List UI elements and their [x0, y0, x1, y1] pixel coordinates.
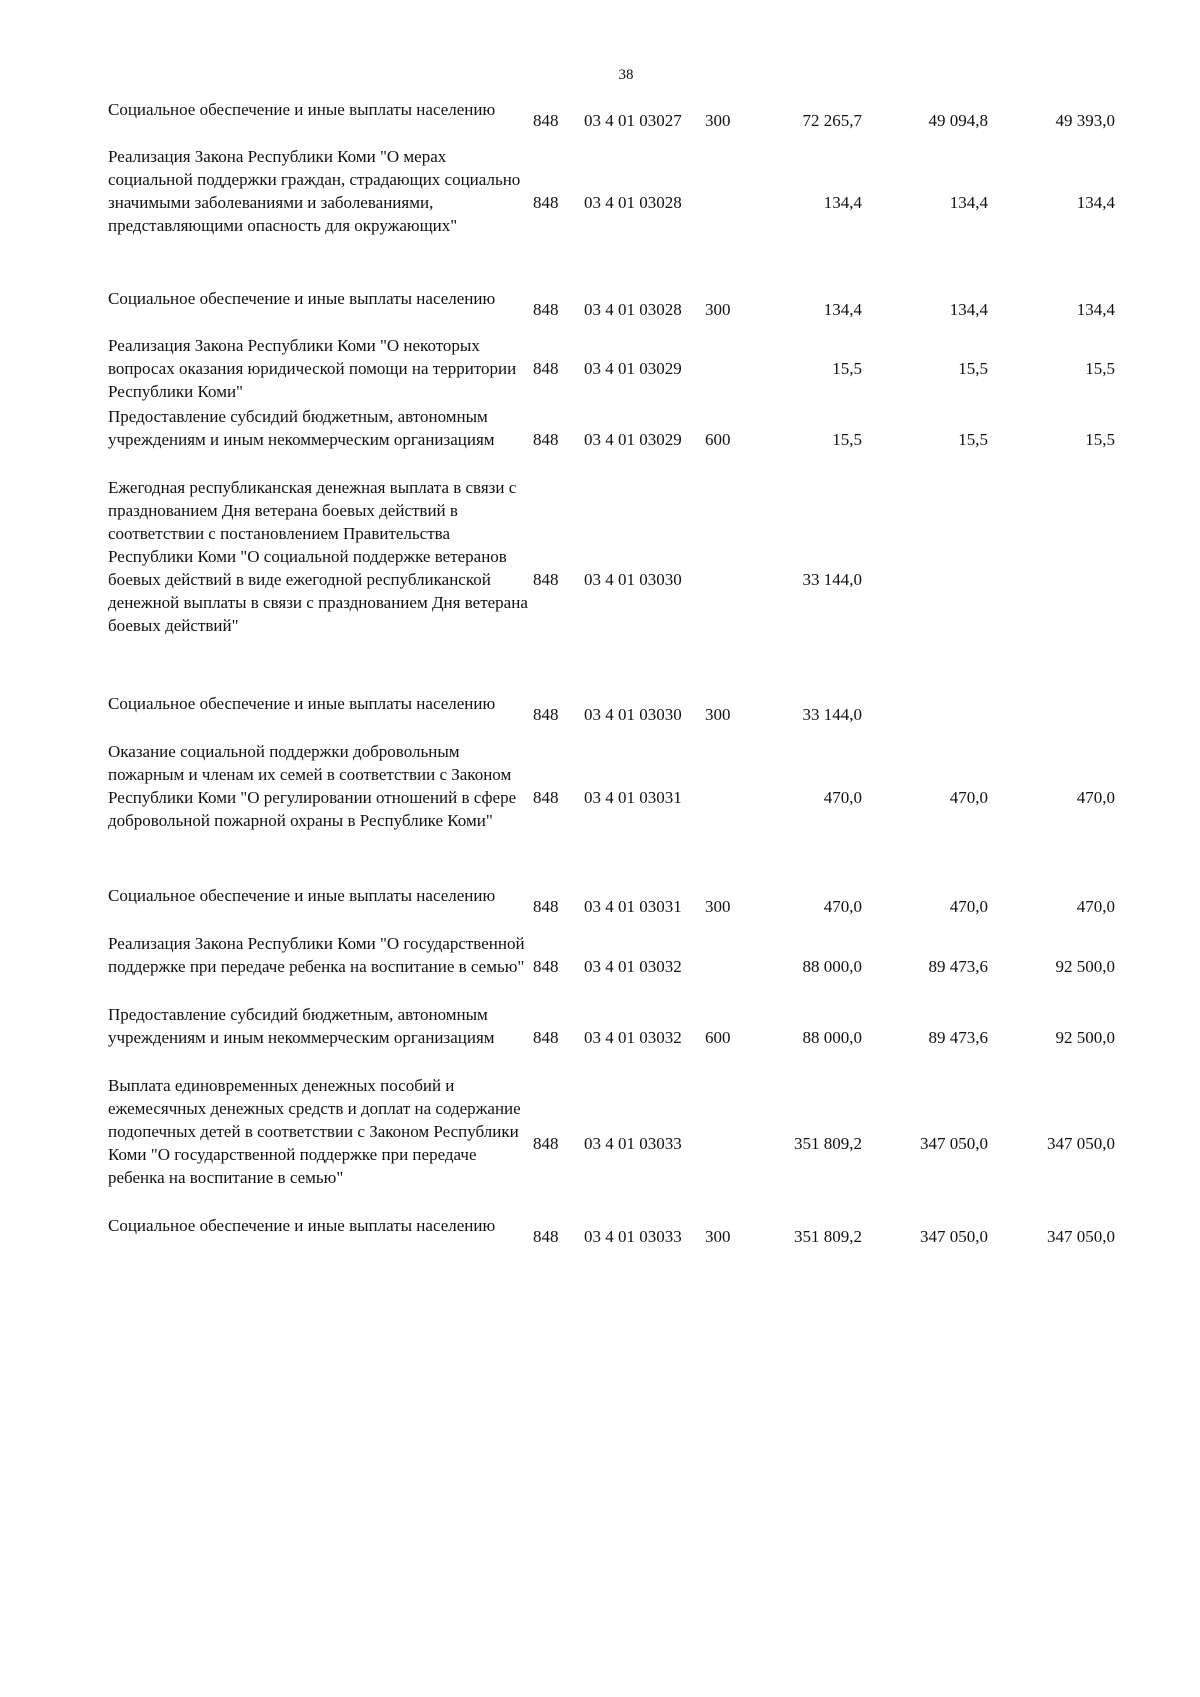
target-article-code: 03 4 01 03027: [584, 111, 682, 130]
amount-year-2: 134,4: [949, 193, 988, 212]
admin-code: 848: [533, 1227, 559, 1246]
amount-year-1: 134,4: [823, 300, 862, 319]
row-description: Ежегодная республиканская денежная выплата в связи с празднованием Дня ветерана боевых действий в соответствии с постановлением Правительства Республики Коми "О социальной поддержке ветеранов боевых действий в виде ежегодной республиканской денежной выплаты в связи с празднованием Дня ветерана боевых действий": [108, 478, 528, 635]
target-article-code: 03 4 01 03033: [584, 1134, 682, 1153]
row-description: Оказание социальной поддержки добровольным пожарным и членам их семей в соответствии с Законом Республики Коми "О регулировании отношений в сфере добровольной пожарной охраны в Республике Коми": [108, 742, 517, 830]
row-description: Социальное обеспечение и иные выплаты населению: [108, 289, 496, 308]
page-number: 38: [618, 67, 634, 83]
target-article-code: 03 4 01 03031: [584, 788, 682, 807]
admin-code: 848: [533, 705, 559, 724]
amount-year-1: 88 000,0: [802, 1028, 862, 1047]
table-row: [0, 98, 1200, 144]
admin-code: 848: [533, 788, 559, 807]
admin-code: 848: [533, 111, 559, 130]
row-description: Реализация Закона Республики Коми "О мерах социальной поддержки граждан, страдающих социально значимыми заболеваниями и заболеваниями, представляющими опасность для окружающих": [108, 147, 521, 235]
expense-type-code: 600: [705, 430, 731, 449]
row-description: Социальное обеспечение и иные выплаты населению: [108, 886, 496, 905]
amount-year-3: 470,0: [1076, 897, 1115, 916]
target-article-code: 03 4 01 03029: [584, 359, 682, 378]
amount-year-3: 347 050,0: [1047, 1134, 1115, 1153]
amount-year-1: 134,4: [823, 193, 862, 212]
admin-code: 848: [533, 430, 559, 449]
target-article-code: 03 4 01 03031: [584, 897, 682, 916]
table-row: [0, 884, 1200, 930]
table-row: [0, 740, 1200, 855]
expense-type-code: 300: [705, 300, 731, 319]
amount-year-3: 134,4: [1076, 193, 1115, 212]
amount-year-2: 89 473,6: [928, 1028, 988, 1047]
amount-year-2: 15,5: [958, 359, 988, 378]
amount-year-1: 88 000,0: [802, 957, 862, 976]
table-row: [0, 1214, 1200, 1260]
amount-year-1: 351 809,2: [794, 1134, 862, 1153]
admin-code: 848: [533, 300, 559, 319]
target-article-code: 03 4 01 03032: [584, 957, 682, 976]
table-row: [0, 476, 1200, 660]
expense-type-code: 600: [705, 1028, 731, 1047]
amount-year-2: 89 473,6: [928, 957, 988, 976]
table-row: [0, 145, 1200, 260]
admin-code: 848: [533, 957, 559, 976]
amount-year-3: 15,5: [1085, 430, 1115, 449]
amount-year-2: 49 094,8: [928, 111, 988, 130]
amount-year-3: 470,0: [1076, 788, 1115, 807]
amount-year-2: 134,4: [949, 300, 988, 319]
amount-year-1: 33 144,0: [802, 705, 862, 724]
expense-type-code: 300: [705, 705, 731, 724]
amount-year-3: 92 500,0: [1055, 957, 1115, 976]
table-row: [0, 692, 1200, 738]
target-article-code: 03 4 01 03028: [584, 193, 682, 212]
table-row: [0, 287, 1200, 333]
amount-year-1: 470,0: [823, 788, 862, 807]
target-article-code: 03 4 01 03029: [584, 430, 682, 449]
amount-year-1: 15,5: [832, 430, 862, 449]
row-description: Предоставление субсидий бюджетным, автономным учреждениям и иным некоммерческим организациям: [108, 1005, 495, 1047]
target-article-code: 03 4 01 03028: [584, 300, 682, 319]
amount-year-1: 15,5: [832, 359, 862, 378]
amount-year-3: 134,4: [1076, 300, 1115, 319]
amount-year-1: 33 144,0: [802, 570, 862, 589]
amount-year-2: 470,0: [949, 788, 988, 807]
admin-code: 848: [533, 1028, 559, 1047]
row-description: Реализация Закона Республики Коми "О государственной поддержке при передаче ребенка на воспитание в семью": [108, 934, 525, 976]
amount-year-2: 470,0: [949, 897, 988, 916]
row-description: Социальное обеспечение и иные выплаты населению: [108, 100, 496, 119]
expense-type-code: 300: [705, 111, 731, 130]
amount-year-1: 351 809,2: [794, 1227, 862, 1246]
expense-type-code: 300: [705, 1227, 731, 1246]
table-row: [0, 1003, 1200, 1072]
amount-year-2: 15,5: [958, 430, 988, 449]
amount-year-2: 347 050,0: [920, 1134, 988, 1153]
amount-year-3: 347 050,0: [1047, 1227, 1115, 1246]
target-article-code: 03 4 01 03030: [584, 705, 682, 724]
row-description: Социальное обеспечение и иные выплаты населению: [108, 694, 496, 713]
amount-year-3: 15,5: [1085, 359, 1115, 378]
row-description: Выплата единовременных денежных пособий и ежемесячных денежных средств и доплат на содержание подопечных детей в соответствии с Законом Республики Коми "О государственной поддержке при передаче ребенка на воспитание в семью": [108, 1076, 521, 1187]
row-description: Реализация Закона Республики Коми "О некоторых вопросах оказания юридической помощи на территории Республики Коми": [108, 336, 517, 401]
amount-year-1: 470,0: [823, 897, 862, 916]
amount-year-1: 72 265,7: [802, 111, 862, 130]
admin-code: 848: [533, 193, 559, 212]
admin-code: 848: [533, 570, 559, 589]
amount-year-3: 92 500,0: [1055, 1028, 1115, 1047]
target-article-code: 03 4 01 03030: [584, 570, 682, 589]
table-row: [0, 1074, 1200, 1212]
expense-type-code: 300: [705, 897, 731, 916]
table-row: [0, 334, 1200, 403]
table-row: [0, 405, 1200, 474]
admin-code: 848: [533, 359, 559, 378]
admin-code: 848: [533, 897, 559, 916]
admin-code: 848: [533, 1134, 559, 1153]
amount-year-2: 347 050,0: [920, 1227, 988, 1246]
target-article-code: 03 4 01 03033: [584, 1227, 682, 1246]
row-description: Предоставление субсидий бюджетным, автономным учреждениям и иным некоммерческим организациям: [108, 407, 495, 449]
target-article-code: 03 4 01 03032: [584, 1028, 682, 1047]
amount-year-3: 49 393,0: [1055, 111, 1115, 130]
table-row: [0, 932, 1200, 1001]
row-description: Социальное обеспечение и иные выплаты населению: [108, 1216, 496, 1235]
